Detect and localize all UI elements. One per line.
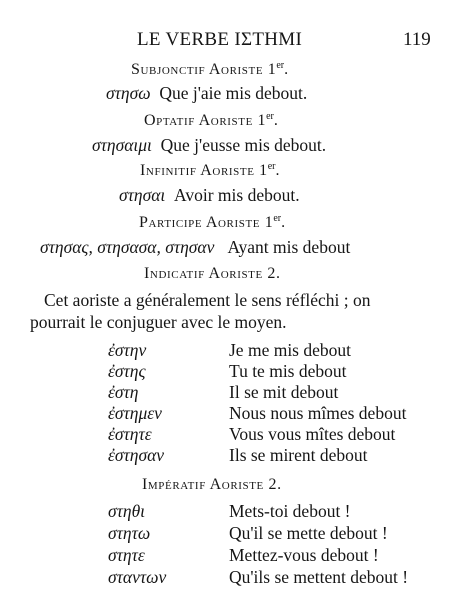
- indicatif-row-translation: Je me mis debout: [229, 340, 351, 360]
- heading-optatif-sup: er: [266, 111, 274, 122]
- indicatif-row-translation: Nous nous mîmes debout: [229, 403, 407, 423]
- imperatif-row-translation: Mets-toi debout !: [229, 501, 351, 521]
- indicatif-row-greek: ἐστημεν: [108, 403, 162, 423]
- heading-optatif: Optatif Aoriste 1er.: [144, 111, 279, 129]
- imperatif-row-greek: στηθι: [108, 501, 146, 521]
- indicatif-row: [0, 447, 471, 469]
- imperatif-row-greek: στητω: [108, 523, 151, 543]
- imperatif-row-translation: Qu'ils se mettent debout !: [229, 567, 409, 587]
- optatif-translation: Que j'eusse mis debout.: [160, 135, 327, 155]
- page-title: LE VERBE ΙΣΤΗΜΙ: [137, 29, 303, 50]
- heading-optatif-text: Optatif Aoriste 1: [144, 112, 267, 129]
- optatif-line: [92, 137, 326, 155]
- subjonctif-greek: στησω: [106, 83, 151, 103]
- heading-infinitif-text: Infinitif Aoriste 1: [140, 162, 268, 179]
- indicatif-note-line-2: pourrait le conjuguer avec le moyen.: [30, 312, 287, 332]
- indicatif-row-greek: ἐστητε: [108, 424, 152, 444]
- imperatif-row-translation: Qu'il se mette debout !: [229, 523, 388, 543]
- imperatif-row: [0, 547, 471, 569]
- imperatif-row-translation: Mettez-vous debout !: [229, 545, 379, 565]
- heading-infinitif-sup: er: [267, 161, 276, 172]
- indicatif-row-translation: Ils se mirent debout: [229, 445, 368, 465]
- heading-subjonctif-sup: er: [276, 60, 285, 71]
- infinitif-greek: στησαι: [119, 185, 166, 205]
- indicatif-row-greek: ἐστης: [108, 361, 146, 381]
- indicatif-row-greek: ἐστη: [108, 382, 139, 402]
- heading-indicatif: Indicatif Aoriste 2.: [144, 265, 281, 282]
- heading-participe-sup: er: [273, 213, 282, 224]
- participe-line: [40, 239, 350, 257]
- indicatif-row-greek: ἐστησαν: [108, 445, 165, 465]
- infinitif-translation: Avoir mis debout.: [174, 185, 300, 205]
- indicatif-row-translation: Vous vous mîtes debout: [229, 424, 396, 444]
- heading-participe: Participe Aoriste 1er.: [139, 213, 286, 231]
- optatif-greek: στησαιμι: [92, 135, 152, 155]
- page-number: 119: [403, 29, 431, 50]
- imperatif-row: [0, 569, 471, 591]
- imperatif-row: [0, 503, 471, 525]
- indicatif-row-greek: ἐστην: [108, 340, 147, 360]
- indicatif-row-translation: Il se mit debout: [229, 382, 339, 402]
- imperatif-row-greek: στητε: [108, 545, 145, 565]
- heading-imperatif: Impératif Aoriste 2.: [142, 476, 282, 493]
- heading-participe-text: Participe Aoriste 1: [139, 214, 274, 231]
- subjonctif-line: [106, 85, 307, 103]
- infinitif-line: [119, 187, 300, 205]
- imperatif-row: [0, 525, 471, 547]
- indicatif-note-line-1: Cet aoriste a généralement le sens réfléchi ; on: [44, 290, 371, 310]
- imperatif-row-greek: σταντων: [108, 567, 167, 587]
- participe-greek: στησας, στησασα, στησαν: [40, 237, 215, 257]
- participe-translation: Ayant mis debout: [227, 237, 351, 257]
- indicatif-row-translation: Tu te mis debout: [229, 361, 347, 381]
- subjonctif-translation: Que j'aie mis debout.: [159, 83, 308, 103]
- page-header: [0, 30, 471, 52]
- heading-subjonctif: Subjonctif Aoriste 1er.: [131, 60, 289, 78]
- heading-subjonctif-text: Subjonctif Aoriste 1: [131, 61, 277, 78]
- heading-infinitif: Infinitif Aoriste 1er.: [140, 161, 281, 179]
